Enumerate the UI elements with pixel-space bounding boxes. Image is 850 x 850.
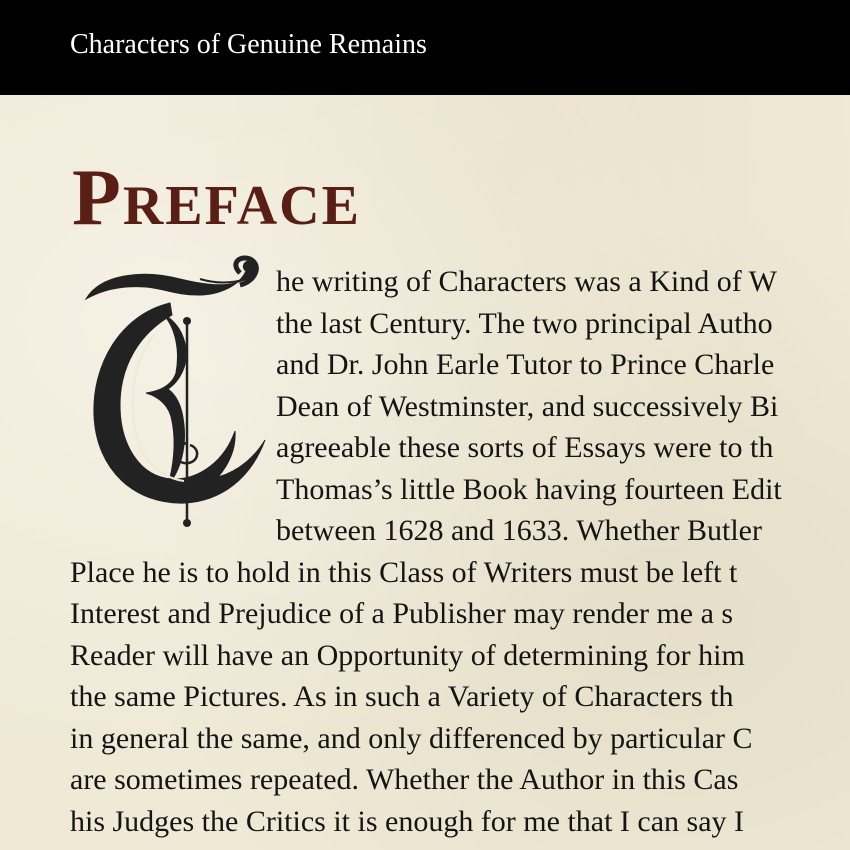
text-line: the last Century. The two principal Autho xyxy=(276,307,773,340)
text-line: Reader will have an Opportunity of determining for him xyxy=(70,639,745,672)
text-line: Dean of Westminster, and successively Bi xyxy=(276,390,779,423)
text-line: he writing of Characters was a Kind of W xyxy=(276,265,777,298)
text-line: Place he is to hold in this Class of Writers must be left t xyxy=(70,556,738,589)
text-line: Interest and Prejudice of a Publisher may render me a s xyxy=(70,597,734,630)
text-line: and Dr. John Earle Tutor to Prince Charle xyxy=(276,348,775,381)
text-line: agreeable these sorts of Essays were to th xyxy=(276,431,774,464)
page-heading: Preface xyxy=(72,154,361,242)
top-navigation-bar xyxy=(0,0,850,95)
text-line: are sometimes repeated. Whether the Author in this Cas xyxy=(70,763,739,796)
text-line: his Judges the Critics it is enough for me that I can say I xyxy=(70,805,745,838)
content-page xyxy=(0,95,850,850)
site-title-link[interactable]: Characters of Genuine Remains xyxy=(70,29,427,60)
text-line: Thomas’s little Book having fourteen Edit xyxy=(276,473,782,506)
text-line: the same Pictures. As in such a Variety of Characters th xyxy=(70,680,734,713)
text-line: between 1628 and 1633. Whether Butler xyxy=(276,514,762,547)
text-line: in general the same, and only differenced by particular C xyxy=(70,722,753,755)
drop-cap-t-icon xyxy=(80,255,270,535)
